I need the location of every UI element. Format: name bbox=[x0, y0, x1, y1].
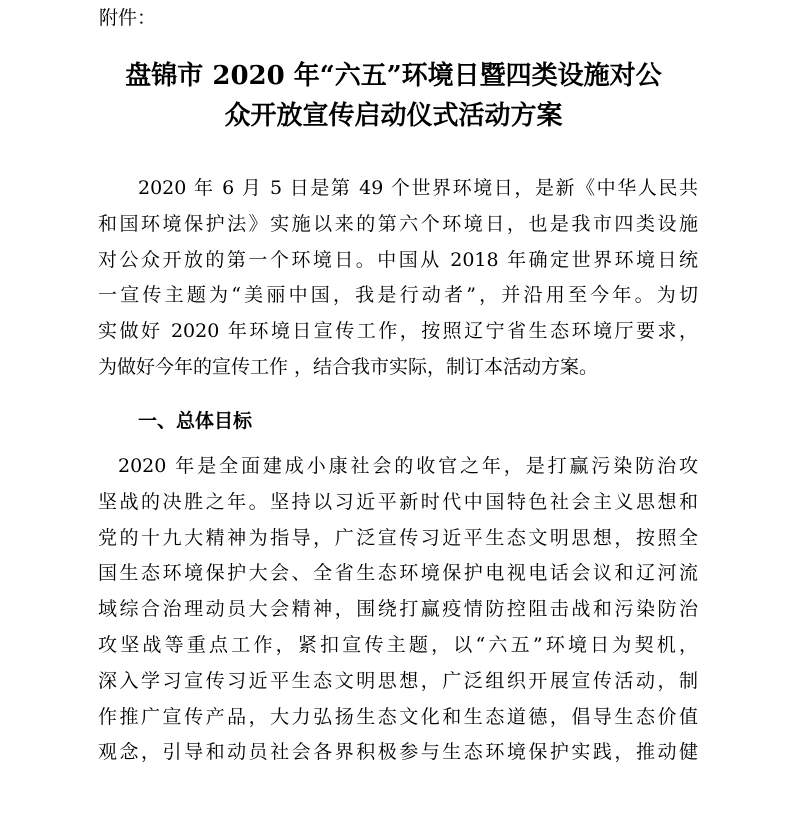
section-heading: 一、总体目标 bbox=[138, 410, 253, 432]
paragraph-line: 对公众开放的第一个环境日。中国从 2018 年确定世界环境日统 bbox=[98, 248, 698, 271]
title-line-1: 盘锦市 2020 年“六五”环境日暨四类设施对公 bbox=[125, 61, 662, 91]
paragraph-line: 为做好今年的宣传工作 ，结合我市实际，制订本活动方案。 bbox=[98, 355, 599, 378]
paragraph-line: 域综合治理动员大会精神，围绕打赢疫情防控阻击战和污染防治 bbox=[98, 598, 698, 621]
title-line-2: 众开放宣传启动仪式活动方案 bbox=[224, 101, 563, 131]
paragraph-line: 深入学习宣传习近平生态文明思想，广泛组织开展宣传活动，制 bbox=[98, 669, 698, 692]
paragraph-line: 国生态环境保护大会、全省生态环境保护电视电话会议和辽河流 bbox=[98, 562, 698, 585]
document-title bbox=[0, 56, 787, 136]
paragraph-line: 作推广宣传产品，大力弘扬生态文化和生态道德，倡导生态价值 bbox=[98, 705, 698, 728]
paragraph-line: 党的十九大精神为指导，广泛宣传习近平生态文明思想，按照全 bbox=[98, 526, 698, 549]
paragraph-line: 实做好 2020 年环境日宣传工作，按照辽宁省生态环境厅要求， bbox=[98, 320, 698, 343]
paragraph-line: 2020 年是全面建成小康社会的收官之年，是打赢污染防治攻 bbox=[118, 455, 698, 477]
paragraph-line: 一宣传主题为“美丽中国，我是行动者”，并沿用至今年。为切 bbox=[98, 284, 698, 307]
paragraph-line: 和国环境保护法》实施以来的第六个环境日，也是我市四类设施 bbox=[98, 212, 698, 235]
goal-paragraph bbox=[98, 449, 698, 771]
attachment-label: 附件： bbox=[99, 7, 157, 29]
paragraph-line: 2020 年 6 月 5 日是第 49 个世界环境日，是新《中华人民共 bbox=[138, 177, 698, 199]
paragraph-line: 观念，引导和动员社会各界积极参与生态环境保护实践，推动健 bbox=[98, 741, 698, 764]
paragraph-line: 坚战的决胜之年。坚持以习近平新时代中国特色社会主义思想和 bbox=[98, 490, 698, 513]
paragraph-line: 攻坚战等重点工作，紧扣宣传主题，以“六五”环境日为契机， bbox=[98, 633, 698, 656]
intro-paragraph bbox=[98, 171, 698, 386]
